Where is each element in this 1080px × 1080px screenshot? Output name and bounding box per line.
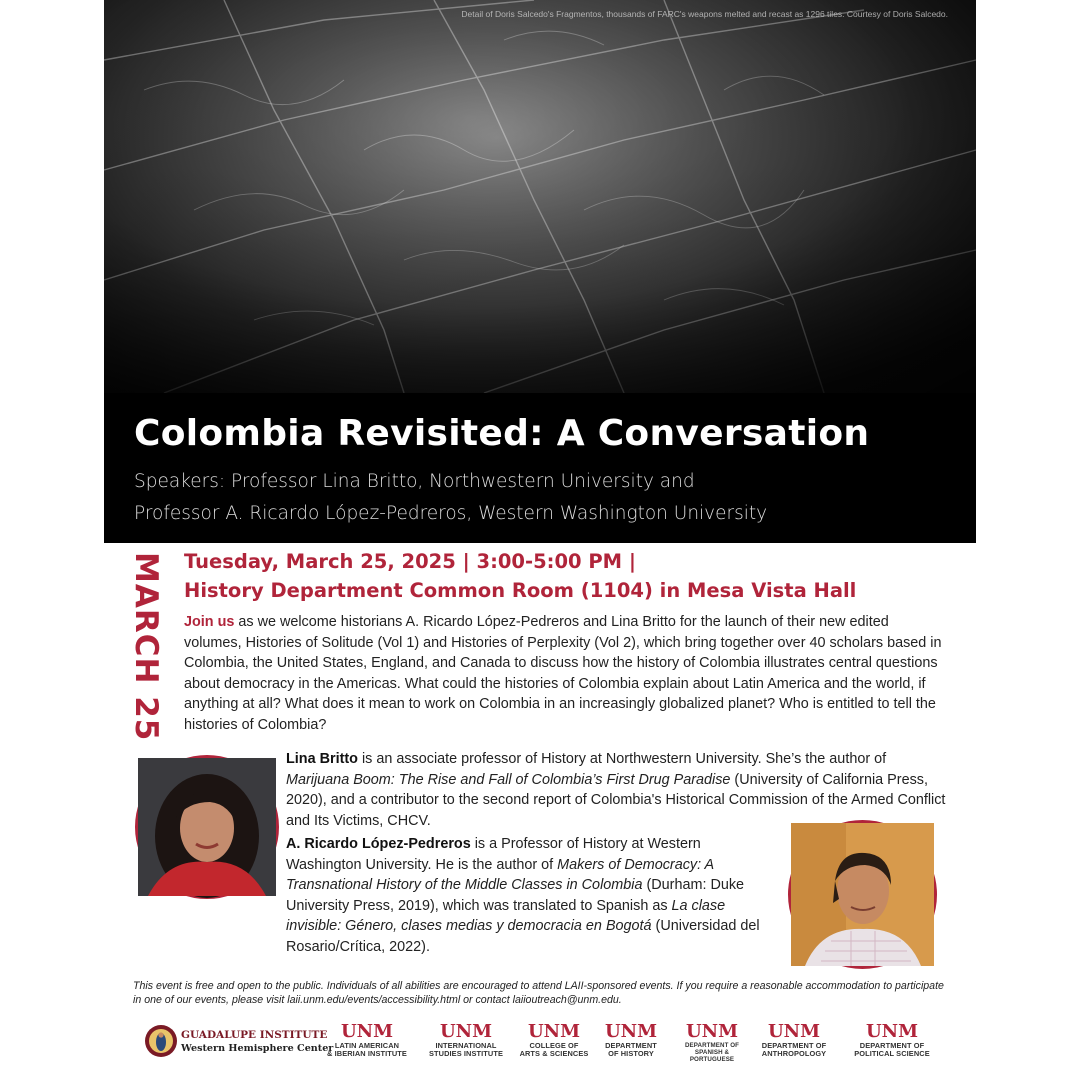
event-datetime: Tuesday, March 25, 2025 | 3:00-5:00 PM | [184,550,636,573]
logo-college-of-arts-sciences[interactable]: UNM COLLEGE OF ARTS & SCIENCES [514,1018,594,1059]
logo-latin-american-iberian-institute[interactable]: UNM LATIN AMERICAN & IBERIAN INSTITUTE [319,1018,415,1059]
bio-name: Lina Britto [286,751,358,767]
svg-text:UNM: UNM [685,1021,739,1042]
intro-body: as we welcome historians A. Ricardo López-Pedreros and Lina Britto for the launch of their new edited volumes, Histories of Solitude (Vol 1) and Histories of Perplexity (Vol 2), which bring together over 40 scholars based in Colombia, the United States, England, and Canada to discuss how the history of Colombia illustrates central questions about democracy in the Americas. What could the histories of Colombia explain about Latin America and the world, if anything at all? What does it mean to work on Colombia in an increasingly globalized planet? Who is entitled to tell the histories of Colombia? [184,614,942,733]
event-when [184,547,944,605]
bio-lina-britto: Lina Britto is an associate professor of History at Northwestern University. She’s the author of Marijuana Boom: The Rise and Fall of Colombia’s First Drug Paradise (University of California Press, 2020), and a contributor to the second report of Colombia's Historical Commission of the Armed Conflict and Its Victims, CHCV. [286,751,946,829]
unm-logo-icon [767,1018,821,1042]
unm-logo-icon [865,1018,919,1042]
bio-name: A. Ricardo López-Pedreros [286,836,471,852]
logo-department-of-history[interactable]: UNM DEPARTMENT OF HISTORY [597,1018,665,1059]
book-title: Makers of Democracy: A Transnational History of the Middle Classes in Colombia [286,856,714,894]
hero-photo [104,0,976,393]
svg-text:UNM: UNM [340,1021,394,1042]
photo-credit: Detail of Doris Salcedo's Fragmentos, thousands of FARC's weapons melted and recast as 1296 tiles. Courtesy of Doris Salcedo. [461,9,948,19]
event-title: Colombia Revisited: A Conversation [134,413,870,454]
guadalupe-subtitle: Western Hemisphere Center [181,1043,334,1054]
unm-logo-icon [685,1018,739,1042]
svg-text:UNM: UNM [604,1021,658,1042]
logo-department-of-anthropology[interactable]: UNM DEPARTMENT OF ANTHROPOLOGY [754,1018,834,1059]
book-title: Marijuana Boom: The Rise and Fall of Colombia’s First Drug Paradise [286,771,731,788]
vertical-date: MARCH 25 [128,552,164,742]
guadalupe-name: GUADALUPE INSTITUTE [181,1029,328,1041]
title-band [104,393,976,543]
logo-department-of-political-science[interactable]: UNM DEPARTMENT OF POLITICAL SCIENCE [844,1018,940,1059]
speakers-line-1: Speakers: Professor Lina Britto, Northwestern University and [134,471,695,492]
guadalupe-seal-icon [144,1024,178,1058]
svg-text:UNM: UNM [439,1021,493,1042]
svg-text:UNM: UNM [865,1021,919,1042]
logo-international-studies-institute[interactable]: UNM INTERNATIONAL STUDIES INSTITUTE [422,1018,510,1059]
join-us: Join us [184,614,235,630]
guadalupe-institute-logo[interactable] [144,1024,334,1064]
svg-text:UNM: UNM [767,1021,821,1042]
accessibility-notice: This event is free and open to the public. Individuals of all abilities are encouraged to attend LAII-sponsored events. If you require a reasonable accommodation to participate in one of our events, please visit laii.unm.edu/events/accessibility.html or contact laiioutreach@unm.edu. [133,980,944,1006]
speakers [134,466,767,530]
stone-tiles-texture [104,0,976,393]
bio-ricardo-lopez: A. Ricardo López-Pedreros is a Professor of History at Western Washington University. He is the author of Makers of Democracy: A Transnational History of the Middle Classes in Colombia (Durham: Duke University Press, 2019), which was translated to Spanish as La clase invisible: Género, clases medias y democracia en Bogotá (Universidad del Rosario/Crítica, 2022). [286,836,760,955]
unm-logo-icon [439,1018,493,1042]
unm-logo-icon [340,1018,394,1042]
portrait-lina-britto [135,755,279,899]
portrait-ricardo-lopez [788,820,937,969]
event-location: History Department Common Room (1104) in Mesa Vista Hall [184,579,857,602]
logo-department-spanish-portuguese[interactable]: UNM DEPARTMENT OF SPANISH & PORTUGUESE [674,1018,750,1063]
book-title-spanish: La clase invisible: Género, clases medias y democracia en Bogotá [286,897,726,935]
svg-text:UNM: UNM [527,1021,581,1042]
speakers-line-2: Professor A. Ricardo López-Pedreros, Western Washington University [134,503,768,524]
sponsor-logos [144,1018,944,1068]
intro-paragraph [184,612,944,736]
unm-logo-icon [527,1018,581,1042]
